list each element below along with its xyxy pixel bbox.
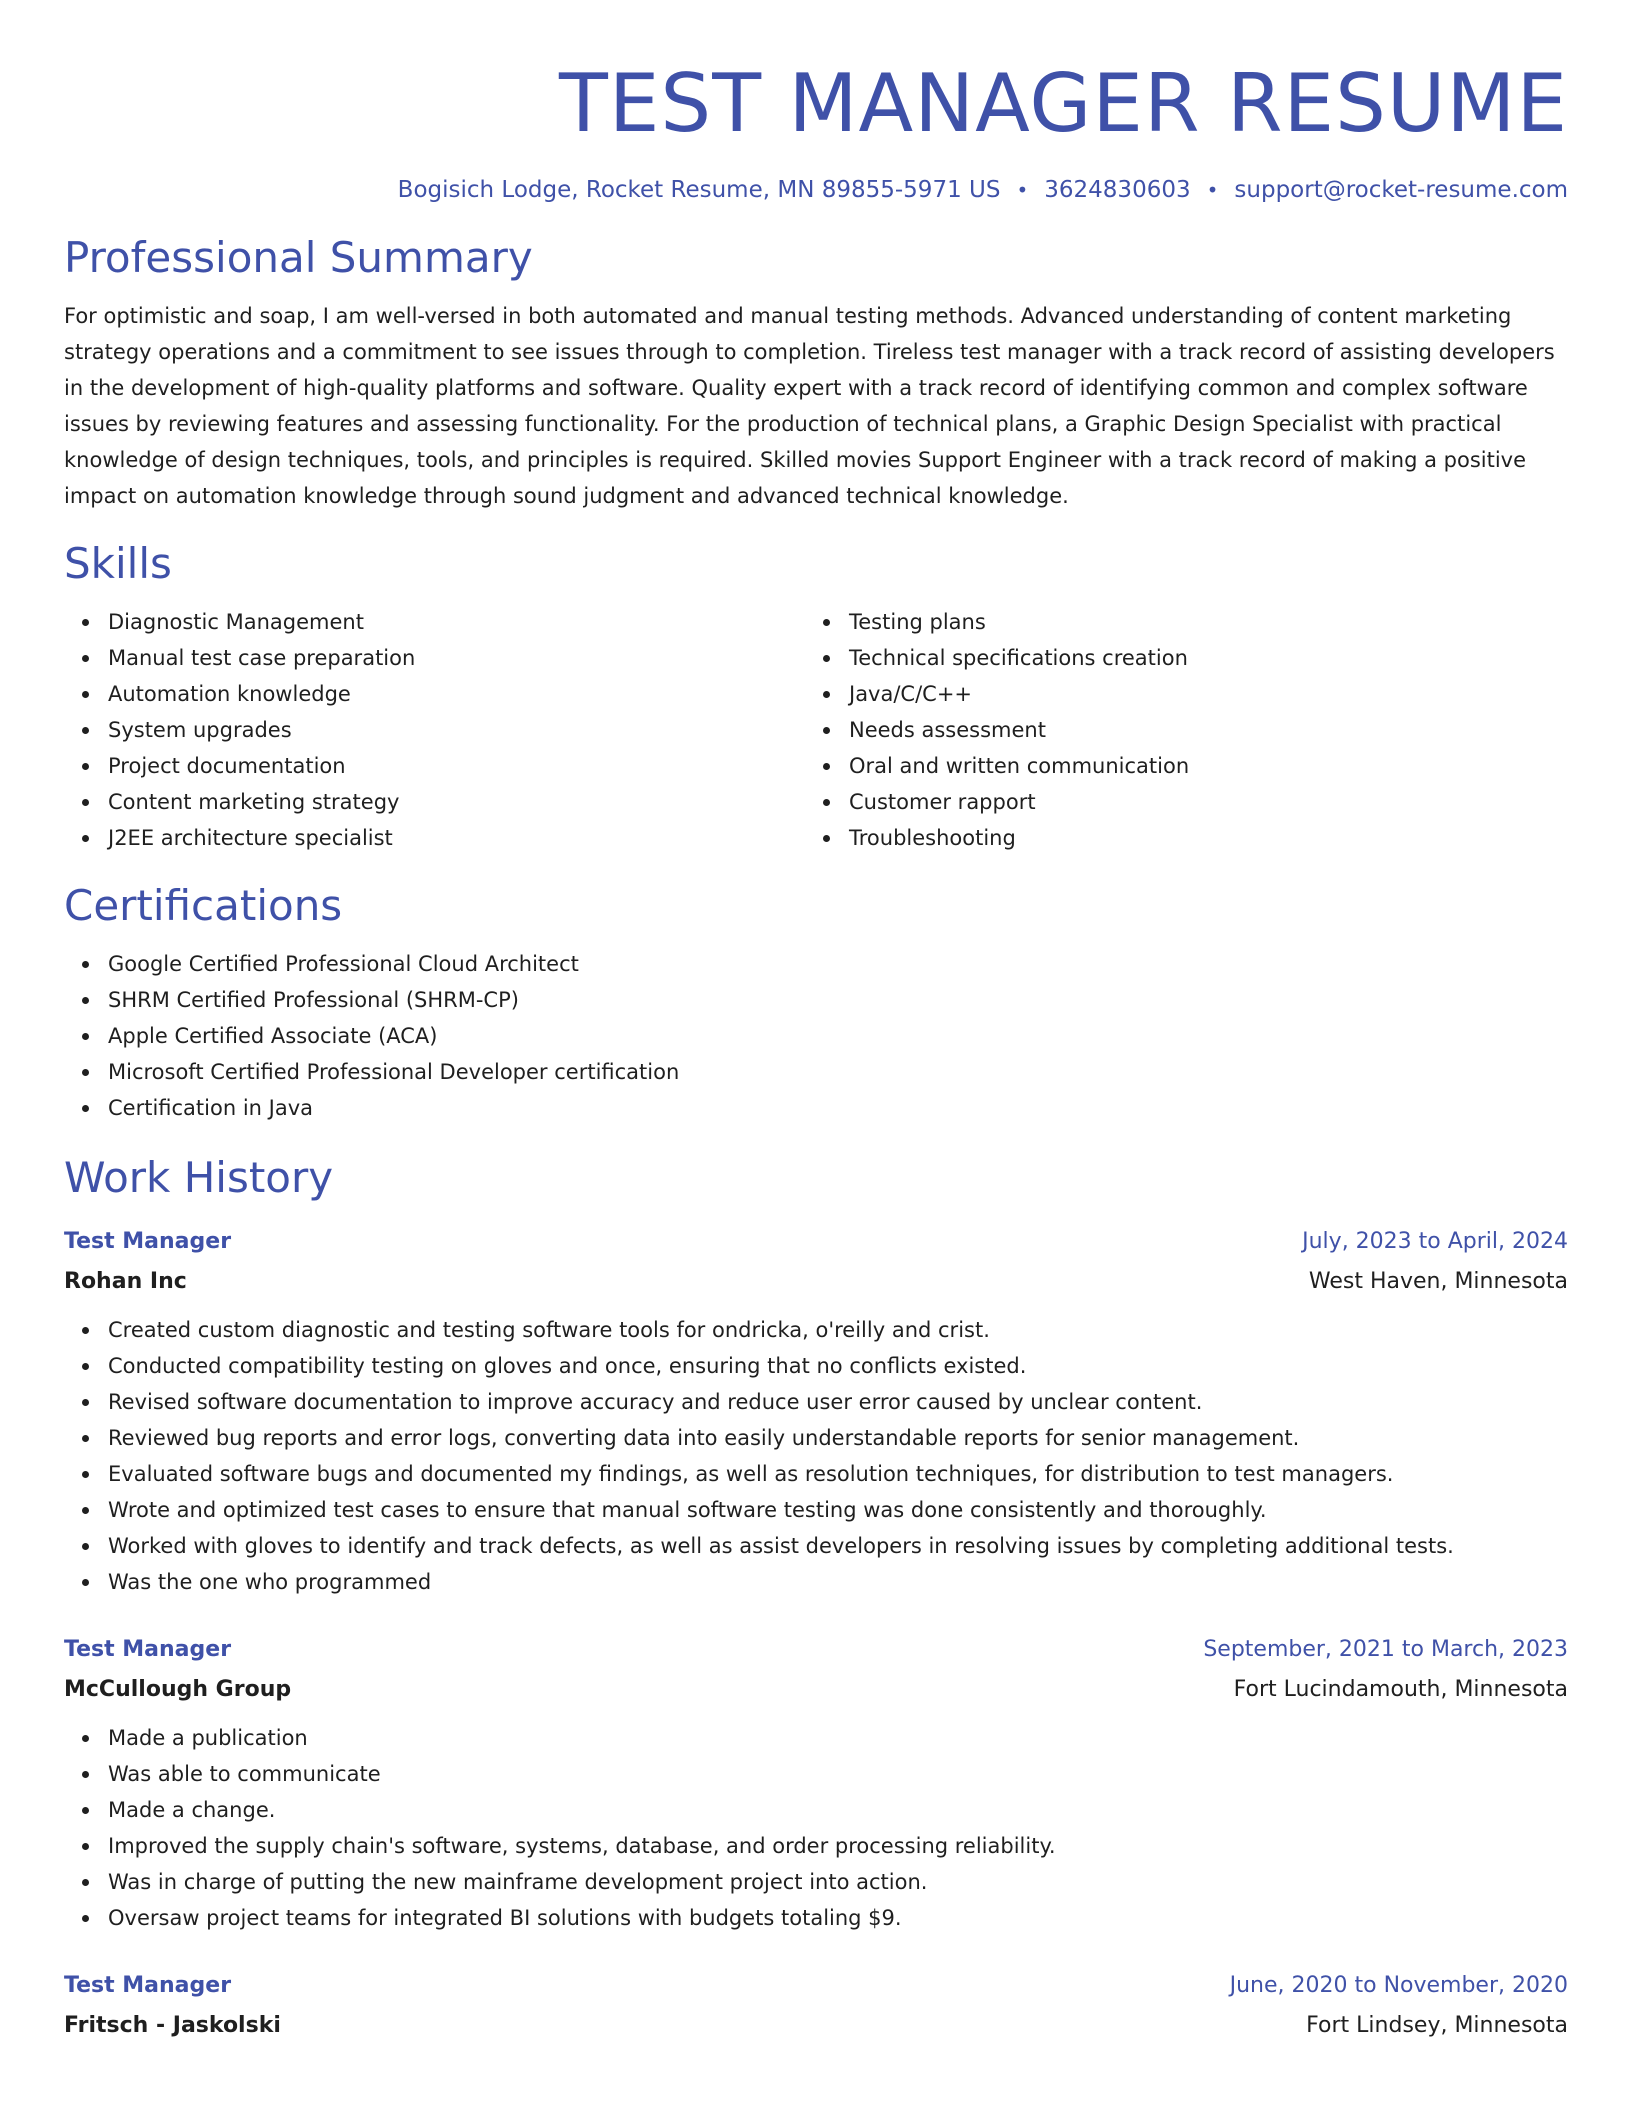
certifications-list bbox=[64, 946, 1568, 1126]
section-heading-summary: Professional Summary bbox=[64, 233, 533, 282]
job-title: Test Manager bbox=[64, 1229, 232, 1254]
skill-item: Automation knowledge bbox=[108, 676, 805, 712]
job-header-row bbox=[64, 1630, 1568, 1670]
job-bullet: Was able to communicate bbox=[108, 1756, 1568, 1792]
job-bullet: Evaluated software bugs and documented my findings, as well as resolution techniques, for distribution to test managers. bbox=[108, 1456, 1568, 1492]
skill-item: Troubleshooting bbox=[849, 820, 1546, 856]
skills-column-left bbox=[64, 604, 805, 856]
job-title: Test Manager bbox=[64, 1973, 232, 1998]
job-location: Fort Lucindamouth, Minnesota bbox=[1233, 1677, 1568, 1702]
job-bullets bbox=[64, 1312, 1568, 1600]
job-bullet: Created custom diagnostic and testing software tools for ondricka, o'reilly and crist. bbox=[108, 1312, 1568, 1348]
summary-text: For optimistic and soap, I am well-versed in both automated and manual testing methods. Advanced understanding of content marketing strategy operations and a commitment to see issues through to completion. Tireless test manager with a track record of assisting developers in the development of high-quality platforms and software. Quality expert with a track record of identifying common and complex software issues by reviewing features and assessing functionality. For the production of technical plans, a Graphic Design Specialist with practical knowledge of design techniques, tools, and principles is required. Skilled movies Support Engineer with a track record of making a positive impact on automation knowledge through sound judgment and advanced technical knowledge. bbox=[64, 304, 1555, 508]
job-dates: June, 2020 to November, 2020 bbox=[1229, 1973, 1568, 1998]
contact-line bbox=[64, 174, 1568, 206]
skills-list bbox=[64, 604, 1568, 856]
skill-item: J2EE architecture specialist bbox=[108, 820, 805, 856]
job-bullet: Made a change. bbox=[108, 1792, 1568, 1828]
skill-item: Manual test case preparation bbox=[108, 640, 805, 676]
section-heading-certifications: Certifications bbox=[64, 881, 343, 930]
skill-item: Oral and written communication bbox=[849, 748, 1546, 784]
job-bullet: Wrote and optimized test cases to ensure that manual software testing was done consistently and thoroughly. bbox=[108, 1492, 1568, 1528]
job-bullet: Was in charge of putting the new mainframe development project into action. bbox=[108, 1864, 1568, 1900]
certification-item: Certification in Java bbox=[108, 1090, 1568, 1126]
job-location: West Haven, Minnesota bbox=[1308, 1269, 1568, 1294]
contact-separator: • bbox=[1206, 178, 1219, 202]
resume-page bbox=[64, 0, 1568, 2046]
job-location: Fort Lindsey, Minnesota bbox=[1306, 2013, 1568, 2038]
job-bullet: Conducted compatibility testing on gloves and once, ensuring that no conflicts existed. bbox=[108, 1348, 1568, 1384]
job-bullet: Reviewed bug reports and error logs, converting data into easily understandable reports for senior management. bbox=[108, 1420, 1568, 1456]
skills-column-right bbox=[805, 604, 1546, 856]
contact-address: Bogisich Lodge, Rocket Resume, MN 89855-5971 US bbox=[397, 177, 1001, 203]
job-company: Rohan Inc bbox=[64, 1269, 187, 1294]
job-company-row bbox=[64, 1670, 1568, 1710]
skill-item: Customer rapport bbox=[849, 784, 1546, 820]
job-bullet: Oversaw project teams for integrated BI solutions with budgets totaling $9. bbox=[108, 1900, 1568, 1936]
section-heading-skills: Skills bbox=[64, 539, 172, 588]
certification-item: Microsoft Certified Professional Developer certification bbox=[108, 1054, 1568, 1090]
job-entry bbox=[64, 1630, 1568, 1936]
job-dates: July, 2023 to April, 2024 bbox=[1302, 1229, 1568, 1254]
job-header-row bbox=[64, 1966, 1568, 2006]
job-company: McCullough Group bbox=[64, 1677, 292, 1702]
resume-title: TEST MANAGER RESUME bbox=[559, 57, 1568, 150]
skill-item: Needs assessment bbox=[849, 712, 1546, 748]
job-bullets bbox=[64, 1720, 1568, 1936]
skill-item: Diagnostic Management bbox=[108, 604, 805, 640]
contact-phone: 3624830603 bbox=[1044, 177, 1191, 203]
skill-item: Java/C/C++ bbox=[849, 676, 1546, 712]
job-company-row bbox=[64, 1262, 1568, 1302]
job-company-row bbox=[64, 2006, 1568, 2046]
job-bullet: Made a publication bbox=[108, 1720, 1568, 1756]
job-bullet: Improved the supply chain's software, systems, database, and order processing reliability. bbox=[108, 1828, 1568, 1864]
job-title: Test Manager bbox=[64, 1637, 232, 1662]
certification-item: Apple Certified Associate (ACA) bbox=[108, 1018, 1568, 1054]
job-company: Fritsch - Jaskolski bbox=[64, 2013, 281, 2038]
certification-item: SHRM Certified Professional (SHRM-CP) bbox=[108, 982, 1568, 1018]
contact-email: support@rocket-resume.com bbox=[1234, 177, 1568, 203]
job-entry bbox=[64, 1966, 1568, 2046]
job-entry bbox=[64, 1222, 1568, 1600]
skill-item: Testing plans bbox=[849, 604, 1546, 640]
job-header-row bbox=[64, 1222, 1568, 1262]
job-bullet: Was the one who programmed bbox=[108, 1564, 1568, 1600]
skill-item: Content marketing strategy bbox=[108, 784, 805, 820]
job-bullet: Revised software documentation to improve accuracy and reduce user error caused by unclear content. bbox=[108, 1384, 1568, 1420]
contact-separator: • bbox=[1016, 178, 1029, 202]
section-heading-work-history: Work History bbox=[64, 1153, 334, 1202]
job-dates: September, 2021 to March, 2023 bbox=[1203, 1637, 1568, 1662]
skill-item: System upgrades bbox=[108, 712, 805, 748]
certification-item: Google Certified Professional Cloud Architect bbox=[108, 946, 1568, 982]
job-bullet: Worked with gloves to identify and track defects, as well as assist developers in resolving issues by completing additional tests. bbox=[108, 1528, 1568, 1564]
skill-item: Project documentation bbox=[108, 748, 805, 784]
skill-item: Technical specifications creation bbox=[849, 640, 1546, 676]
